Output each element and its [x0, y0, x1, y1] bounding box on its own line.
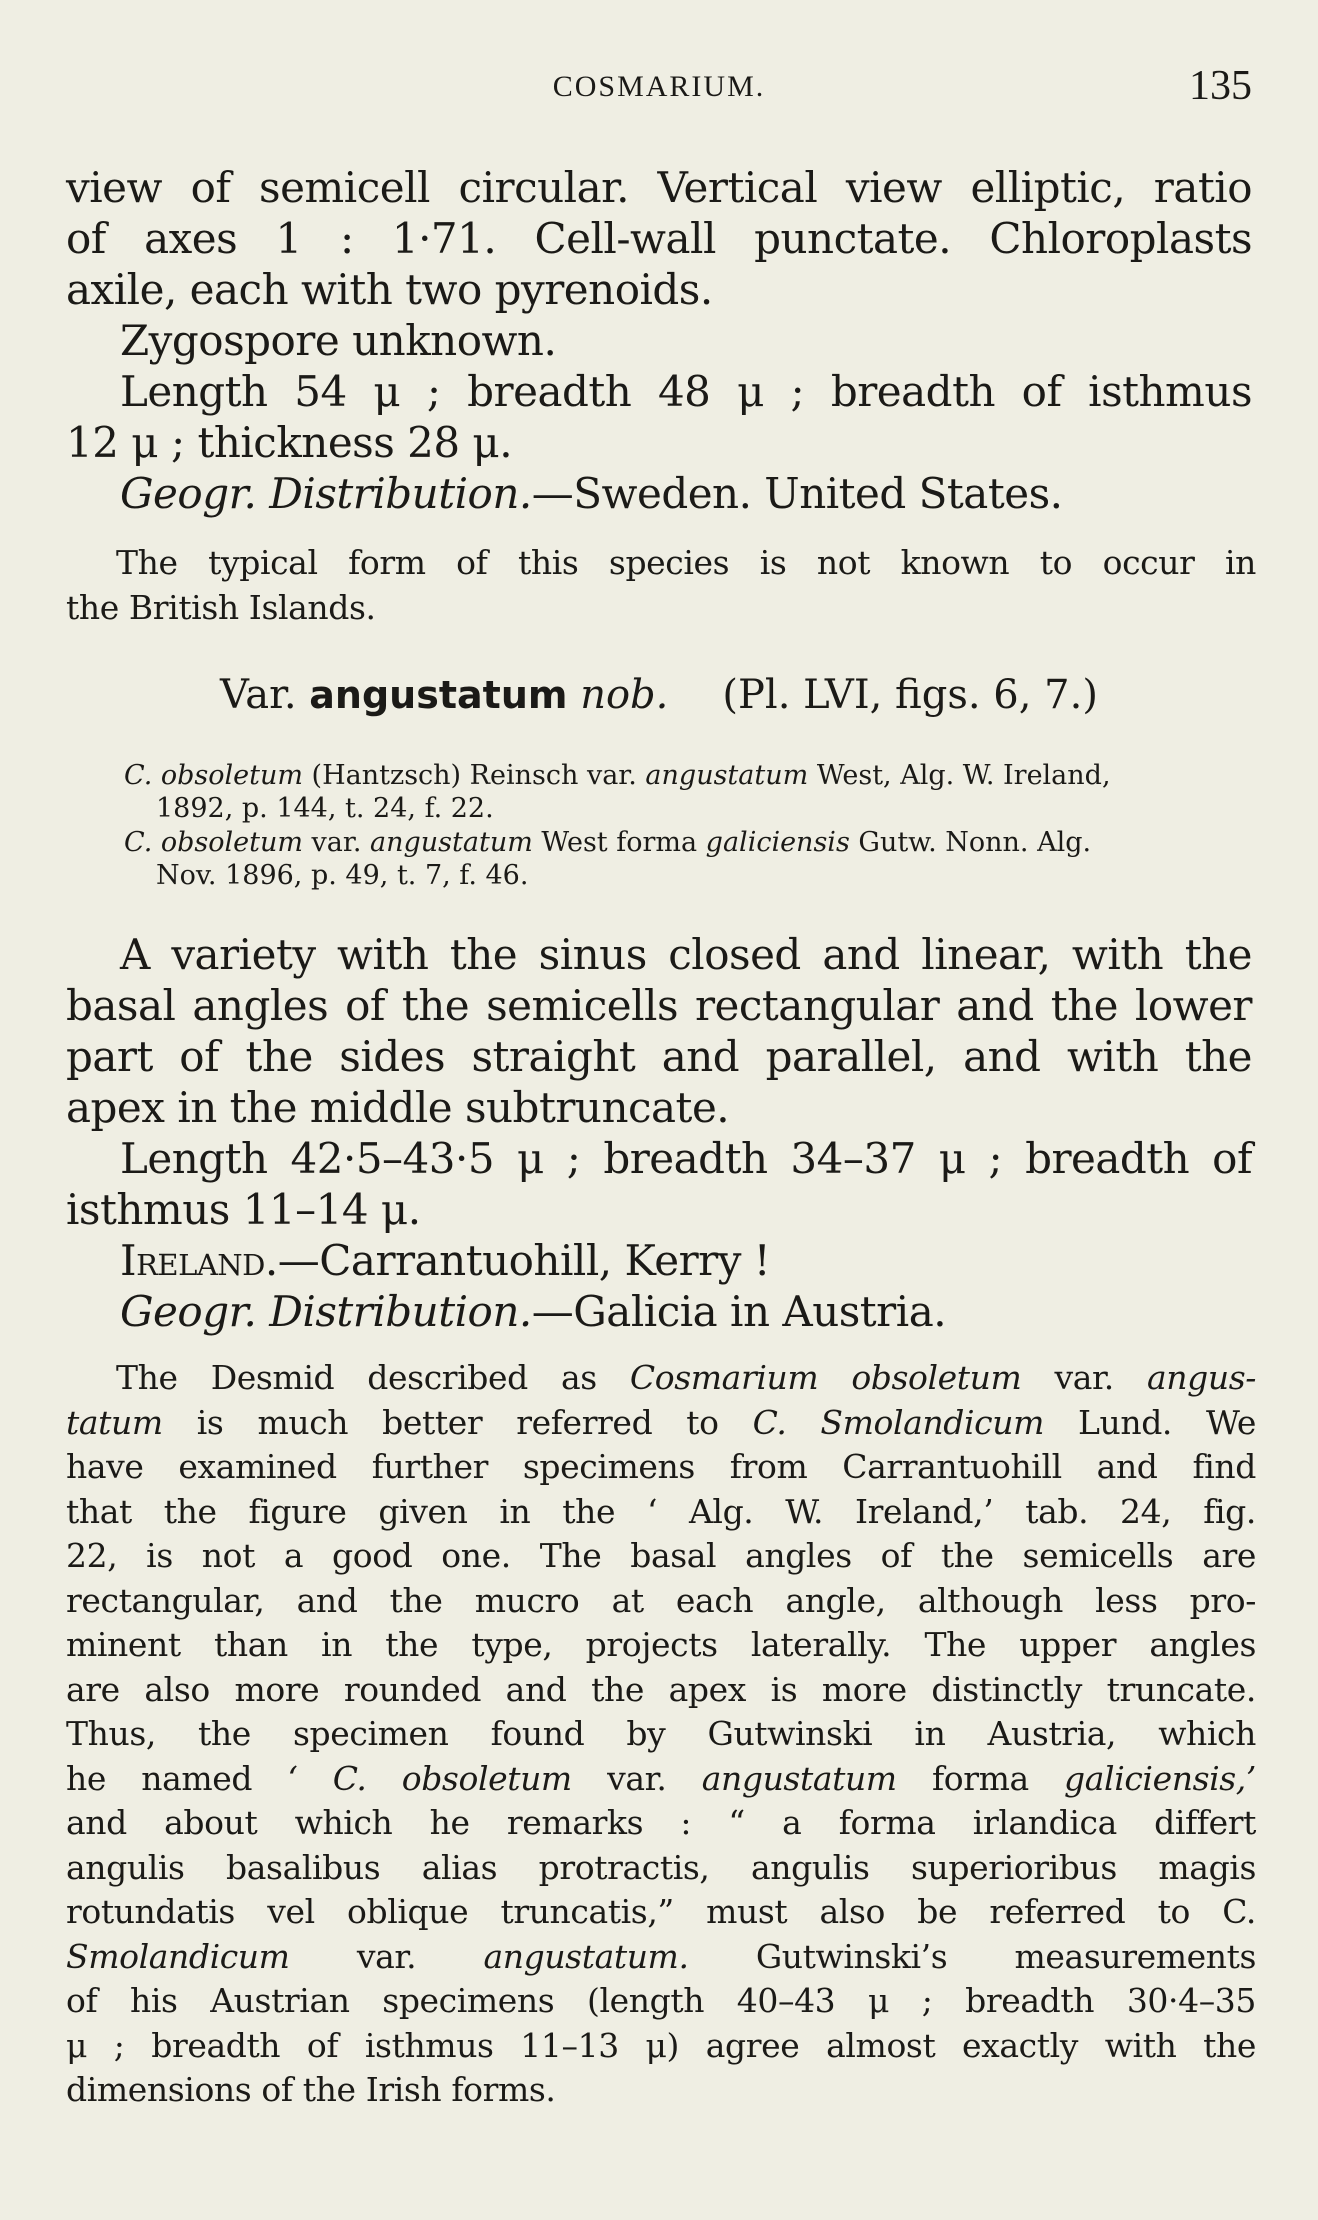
typical-form-note: [66, 541, 1256, 630]
variety-description: [66, 929, 1252, 1337]
text-line: view of semicell circular. Vertical view elliptic, ratio: [66, 163, 1252, 212]
synonym-text: West forma: [532, 827, 706, 858]
text-line: dimensions of the Irish forms.: [66, 2070, 556, 2109]
synonym-text: (Hantzsch) Reinsch var.: [302, 760, 646, 791]
text-line: The typical form of this species is not known to occur in: [116, 543, 1256, 582]
taxon-name: C. Smolandicum: [752, 1402, 1044, 1442]
synonym-forma: galiciensis: [705, 827, 850, 858]
distribution-line: [66, 468, 1252, 519]
text-span: is much better referred to: [162, 1402, 753, 1442]
synonym-citation-cont: Nov. 1896, p. 49, t. 7, f. 46.: [156, 859, 529, 891]
variety-heading: [0, 672, 1318, 718]
taxon-name: Cosmarium obsoletum: [629, 1358, 1022, 1397]
text-line: basal angles of the semicells rectangular and the lower: [66, 981, 1252, 1030]
text-line: [66, 1356, 1256, 1401]
dimensions-line: isthmus 11–14 μ.: [66, 1185, 421, 1234]
text-line: minent than in the type, projects laterally. The upper angles: [66, 1625, 1256, 1664]
text-span: var.: [1021, 1358, 1147, 1397]
zygospore-line: Zygospore unknown.: [120, 316, 557, 365]
text-line: the British Islands.: [66, 587, 376, 627]
dimensions-line: Length 42·5–43·5 μ ; breadth 34–37 μ ; breadth of: [120, 1134, 1252, 1183]
text-line: part of the sides straight and parallel, and with the: [66, 1032, 1252, 1081]
text-line: apex in the middle subtruncate.: [66, 1083, 730, 1132]
text-span: Gutwinski’s measurements: [688, 1936, 1256, 1976]
synonym-citation: Gutw. Nonn. Alg.: [849, 827, 1092, 858]
variety-author: nob.: [580, 672, 669, 718]
taxon-name: galiciensis,’: [1064, 1758, 1256, 1798]
synonym-citation: West, Alg. W. Ireland,: [808, 760, 1111, 791]
text-line: [66, 1935, 1256, 1980]
running-head: COSMARIUM.: [552, 70, 766, 103]
dimensions-line: Length 54 μ ; breadth 48 μ ; breadth of isthmus: [120, 367, 1252, 416]
distribution-line: [66, 1286, 1252, 1337]
locality-text: —Carrantuohill, Kerry !: [277, 1236, 771, 1285]
text-line: and about which he remarks : “ a forma irlandica differt: [66, 1803, 1256, 1842]
synonym-entry: [124, 827, 1252, 892]
distribution-label: Geogr. Distribution.: [120, 469, 532, 518]
text-span: he named: [66, 1758, 288, 1798]
text-line: μ ; breadth of isthmus 11–13 μ) agree almost exactly with the: [66, 2025, 1256, 2065]
text-span: forma: [896, 1758, 1065, 1798]
text-line: 22, is not a good one. The basal angles of the semicells are: [66, 1536, 1256, 1575]
text-span: var.: [289, 1936, 484, 1976]
taxon-name: angustatum.: [483, 1936, 689, 1976]
plate-reference: (Pl. LVI, figs. 6, 7.): [722, 672, 1098, 718]
species-description-end: [66, 162, 1252, 519]
taxon-name: Smolandicum: [66, 1936, 290, 1976]
text-line: of axes 1 : 1·71. Cell-wall punctate. Chloroplasts: [66, 214, 1252, 263]
variety-prefix: Var.: [220, 672, 297, 718]
text-span: The Desmid described as: [116, 1358, 630, 1397]
synonym-text: var.: [302, 827, 371, 858]
locality-line: [66, 1235, 1252, 1286]
text-span: Lund. We: [1043, 1402, 1256, 1442]
distribution-text: —Sweden. United States.: [531, 469, 1063, 518]
page-header: [66, 62, 1252, 112]
text-line: rotundatis vel oblique truncatis,” must also be referred to C.: [66, 1892, 1256, 1931]
taxon-name: ‘ C. obsoletum: [287, 1758, 572, 1798]
text-line: rectangular, and the mucro at each angle, although less pro-: [66, 1580, 1256, 1620]
text-line: that the figure given in the ‘ Alg. W. Ireland,’ tab. 24, fig.: [66, 1491, 1256, 1531]
page-number: 135: [1189, 63, 1252, 109]
synonymy: [124, 760, 1252, 894]
text-line: are also more rounded and the apex is more distinctly truncate.: [66, 1669, 1256, 1709]
synonym-taxon: C. obsoletum: [124, 827, 303, 858]
country-label: Ireland.: [120, 1236, 278, 1285]
text-line: of his Austrian specimens (length 40–43 μ ; breadth 30·4–35: [66, 1981, 1256, 2020]
text-line: have examined further specimens from Carrantuohill and find: [66, 1447, 1256, 1486]
taxon-name: tatum: [66, 1402, 163, 1442]
synonym-variety: angustatum: [645, 760, 809, 791]
synonym-taxon: C. obsoletum: [124, 760, 303, 791]
text-line: [66, 1401, 1256, 1446]
text-line: Thus, the specimen found by Gutwinski in Austria, which: [66, 1714, 1256, 1753]
discussion-paragraph: [66, 1356, 1256, 2113]
distribution-label: Geogr. Distribution.: [120, 1287, 532, 1336]
taxon-name: angustatum: [701, 1758, 897, 1798]
variety-name: angustatum: [309, 673, 568, 717]
text-span: var.: [571, 1758, 702, 1798]
taxon-name: angus-: [1147, 1358, 1256, 1397]
synonym-variety: angustatum: [370, 827, 533, 858]
synonym-citation-cont: 1892, p. 144, t. 24, f. 22.: [156, 792, 494, 824]
dimensions-line: 12 μ ; thickness 28 μ.: [66, 418, 513, 467]
text-line: axile, each with two pyrenoids.: [66, 265, 713, 314]
text-line: A variety with the sinus closed and linear, with the: [120, 930, 1252, 979]
text-line: angulis basalibus alias protractis, angulis superioribus magis: [66, 1847, 1256, 1887]
distribution-text: —Galicia in Austria.: [531, 1287, 947, 1336]
synonym-entry: [124, 760, 1252, 825]
text-line: [66, 1757, 1256, 1802]
